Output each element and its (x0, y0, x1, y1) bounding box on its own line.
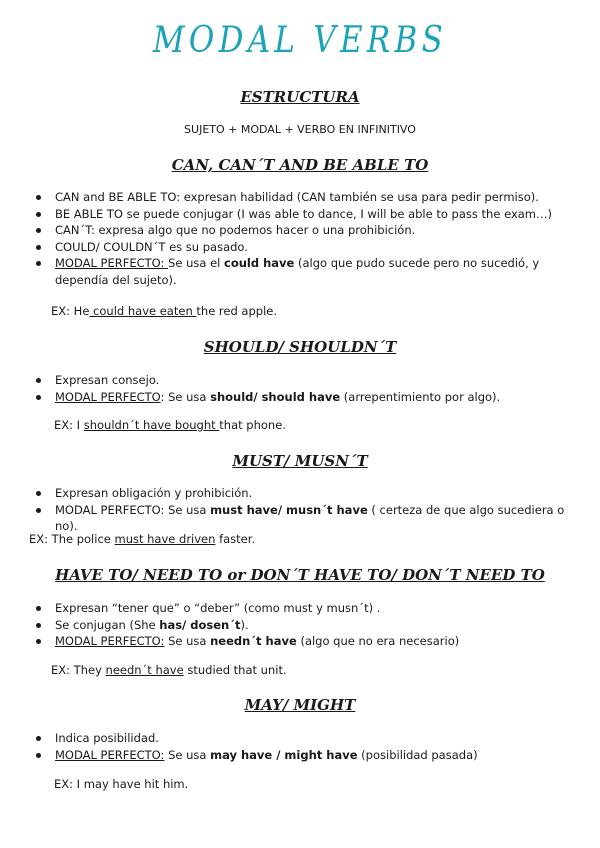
structure-formula: SUJETO + MODAL + VERBO EN INFINITIVO (184, 123, 416, 136)
modal-perfecto-label: MODAL PERFECTO: (55, 256, 169, 270)
list-item: Expresan consejo. (33, 372, 578, 389)
list-text: (posibilidad pasada) (357, 747, 478, 762)
list-text: Se usa (164, 747, 211, 762)
list-item (33, 389, 578, 406)
page-title: MODAL VERBS (152, 20, 448, 61)
example-text: studied that unit. (183, 663, 287, 677)
example-text: the red apple. (196, 304, 277, 318)
modal-form: needn´t have (210, 634, 297, 648)
may-list (33, 730, 578, 763)
should-list (33, 372, 578, 405)
list-item: Indica posibilidad. (33, 730, 578, 747)
example-text: EX: I (54, 418, 84, 432)
example-text: faster. (215, 532, 256, 546)
list-text: ). (240, 617, 249, 632)
example-text: EX: He (51, 304, 90, 318)
example-underlined: shouldn´t have bought (83, 418, 220, 432)
modal-perfecto-label: MODAL PERFECTO (55, 389, 161, 404)
can-list (33, 189, 578, 288)
example-should (54, 417, 286, 434)
list-item: BE ABLE TO se puede conjugar (I was able to dance, I will be able to pass the exam…) (33, 206, 578, 223)
example-text: that phone. (219, 418, 286, 432)
modal-form: has/ dosen´t (159, 617, 241, 632)
list-item (33, 502, 588, 535)
list-text: dependía del sujeto). (55, 272, 177, 287)
list-item: CAN and BE ABLE TO: expresan habilidad (CAN también se usa para pedir permiso). (33, 189, 578, 206)
list-text: : Se usa (160, 389, 211, 404)
list-text: Se usa el (168, 256, 225, 270)
have-list (33, 600, 578, 650)
heading-estructura: ESTRUCTURA (240, 88, 360, 106)
list-item: COULD/ COULDN´T es su pasado. (33, 239, 578, 256)
modal-perfecto-label: MODAL PERFECTO: (55, 634, 165, 648)
heading-must: MUST/ MUSN´T (232, 452, 368, 470)
example-must (29, 531, 255, 548)
modal-form: could have (224, 256, 295, 270)
list-text: Se usa (164, 634, 211, 648)
list-text: (arrepentimiento por algo). (340, 389, 501, 404)
modal-form: may have / might have (210, 747, 358, 762)
list-text: Se conjugan (She (55, 617, 160, 632)
example-text: EX: The police (29, 532, 115, 546)
list-text: (algo que pudo sucede pero no sucedió, y (294, 256, 540, 270)
heading-have-to: HAVE TO/ NEED TO or DON´T HAVE TO/ DON´T NEED TO (55, 566, 545, 584)
heading-can: CAN, CAN´T AND BE ABLE TO (171, 156, 429, 174)
list-item: Expresan “tener que” o “deber” (como must y musn´t) . (33, 600, 578, 617)
list-item (33, 747, 578, 764)
list-text: (algo que no era necesario) (296, 634, 460, 648)
heading-may: MAY/ MIGHT (244, 696, 356, 714)
example-underlined: needn´t have (105, 663, 184, 677)
list-text: MODAL PERFECTO: Se usa (55, 502, 211, 517)
example-can (51, 303, 277, 320)
heading-should: SHOULD/ SHOULDN´T (203, 338, 397, 356)
list-item (33, 255, 578, 288)
example-underlined: could have eaten (89, 304, 197, 318)
list-item: CAN´T: expresa algo que no podemos hacer o una prohibición. (33, 222, 578, 239)
modal-perfecto-label: MODAL PERFECTO: (55, 747, 165, 762)
list-item (33, 617, 578, 634)
list-item (33, 633, 578, 650)
modal-form: should/ should have (210, 389, 341, 404)
modal-form: must have/ musn´t have (210, 502, 368, 517)
list-text: ( certeza de que algo sucediera o no). (55, 502, 565, 533)
example-have (51, 662, 287, 679)
example-text: EX: They (51, 663, 106, 677)
example-may: EX: I may have hit him. (54, 777, 189, 791)
example-underlined: must have driven (114, 532, 216, 546)
must-list (33, 485, 588, 535)
list-item: Expresan obligación y prohibición. (33, 485, 588, 502)
